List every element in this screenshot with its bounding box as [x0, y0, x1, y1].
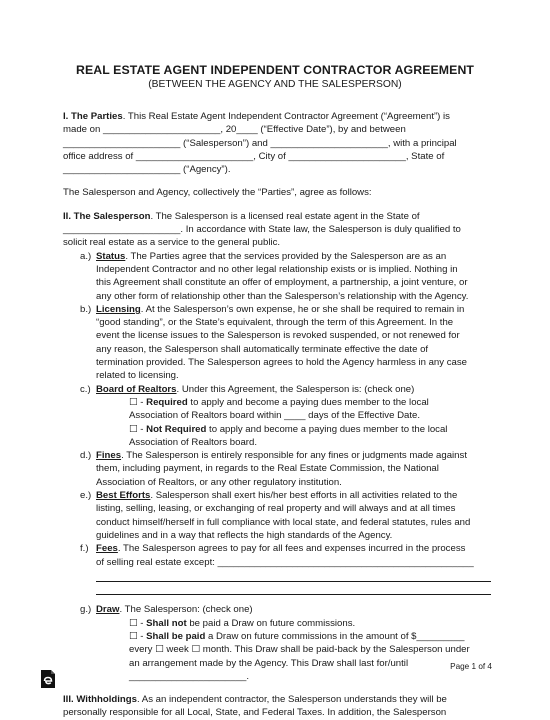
- document-subtitle: (BETWEEN THE AGENCY AND THE SALESPERSON): [148, 79, 402, 90]
- clause-status-title: Status: [96, 250, 126, 262]
- option-draw-paid[interactable]: ☐ - Shall be paid a Draw on future commissions in the amount of $_________ every ☐ week ☐ month. This Draw shall be paid-back by the Salesperson under an arrangement made by the Agency. This Draw shall last for/until ______________________.: [63, 630, 491, 683]
- salesperson-line-1: II. The Salesperson. The Salesperson is a licensed real estate agent in the State of: [63, 210, 420, 222]
- parties-line-2: made on ______________________, 20____ (“Effective Date”), by and between: [63, 124, 406, 136]
- checkbox-required[interactable]: ☐ -: [129, 396, 147, 408]
- document-title: REAL ESTATE AGENT INDEPENDENT CONTRACTOR AGREEMENT: [75, 63, 475, 77]
- page-number: Page 1 of 4: [450, 662, 492, 671]
- parties-line-1: I. The Parties. This Real Estate Agent Independent Contractor Agreement (“Agreement”) is: [63, 111, 450, 122]
- salesperson-line-3: solicit real estate as a service to the general public.: [63, 237, 281, 249]
- clause-board-of-realtors: c.) Board of Realtors. Under this Agreement, the Salesperson is: (check one): [80, 383, 415, 395]
- checkbox-draw-paid[interactable]: ☐ -: [129, 630, 147, 642]
- salesperson-line-2: ______________________. In accordance with State law, the Salesperson is duly qualified to: [63, 224, 461, 236]
- fees-blank-line-1[interactable]: [96, 569, 491, 582]
- document-body: [63, 110, 491, 720]
- eforms-logo-icon: [39, 670, 57, 688]
- parties-line-4: office address of ______________________, City of ______________________, State of: [63, 150, 445, 162]
- parties-line-3: ______________________ (“Salesperson”) and ______________________, with a principal: [63, 137, 457, 149]
- clause-board-title: Board of Realtors: [96, 383, 177, 395]
- option-required[interactable]: ☐ - Required to apply and become a paying dues member to the local Association of Realtors board within ____ days of the Effective Date.: [129, 396, 429, 422]
- parties-line-5: ______________________ (“Agency”).: [63, 164, 231, 176]
- option-draw-not-paid[interactable]: ☐ - Shall not be paid a Draw on future commissions.: [129, 617, 356, 629]
- clause-fines: d.) Fines. The Salesperson is entirely responsible for any fines or judgments made against them, including payment, in regards to the Real Estate Commission, the National Association of Realtors, or any other regulatory institution.: [80, 450, 467, 488]
- salesperson-heading: II. The Salesperson: [63, 210, 151, 222]
- withholdings-heading: III. Withholdings: [63, 694, 137, 706]
- parties-collectively: The Salesperson and Agency, collectively the “Parties”, agree as follows:: [63, 187, 372, 199]
- withholdings-line-1: III. Withholdings. As an independent contractor, the Salesperson understands they will be: [63, 694, 447, 706]
- clause-fines-title: Fines: [96, 450, 122, 462]
- clause-draw: g.) Draw. The Salesperson: (check one): [80, 604, 253, 616]
- clause-licensing: b.) Licensing. At the Salesperson’s own expense, he or she shall be required to remain in “good standing”, or the State’s equivalent, through the term of this Agreement. In the event the license issues to the Salesperson is revoked suspended, or not renewed for any reason, the Salesperson shall automatically terminate effective the date of termination provided. The Salesperson agrees to hold the Agency harmless in any case related to licensing.: [80, 303, 467, 382]
- fees-exceptions-field[interactable]: of selling real estate except: ________________________________________________: [96, 556, 474, 568]
- clause-fees-title: Fees: [96, 543, 118, 555]
- option-not-required[interactable]: ☐ - Not Required to apply and become a paying dues member to the local Association of Realtors board.: [129, 423, 448, 448]
- clause-draw-title: Draw: [96, 604, 120, 616]
- fees-blank-line-2[interactable]: [96, 582, 491, 595]
- clause-fees: f.) Fees. The Salesperson agrees to pay for all fees and expenses incurred in the process of selling real estate except: ________________________________________________: [63, 542, 491, 569]
- withholdings-line-2: personally responsible for all Local, State, and Federal Taxes. In addition, the Salesperson: [63, 707, 447, 719]
- clause-best-efforts-title: Best Efforts: [96, 490, 151, 502]
- clause-licensing-title: Licensing: [96, 303, 141, 315]
- clause-best-efforts: e.) Best Efforts. Salesperson shall exert his/her best efforts in all activities related to the listing, selling, leasing, or exchanging of real property and will always and at all times conduct himself/herself in full compliance with local state, and federal statutes, rules and guidelines and in a way that reflects the high standards of the Agency.: [80, 490, 471, 541]
- draw-until-field[interactable]: ______________________.: [129, 670, 250, 682]
- parties-heading: I. The Parties: [63, 111, 123, 122]
- clause-status: a.) Status. The Parties agree that the services provided by the Salesperson are as an Independent Contractor and no other legal relationship exists or is implied. Nothing in this Agreement shall constitute an offer of employment, a partnership, a joint venture, or any other form of relationship other than the Salesperson’s relationship with the Agency.: [80, 250, 469, 302]
- checkbox-draw-not-paid[interactable]: ☐ -: [129, 617, 147, 629]
- checkbox-not-required[interactable]: ☐ -: [129, 423, 147, 435]
